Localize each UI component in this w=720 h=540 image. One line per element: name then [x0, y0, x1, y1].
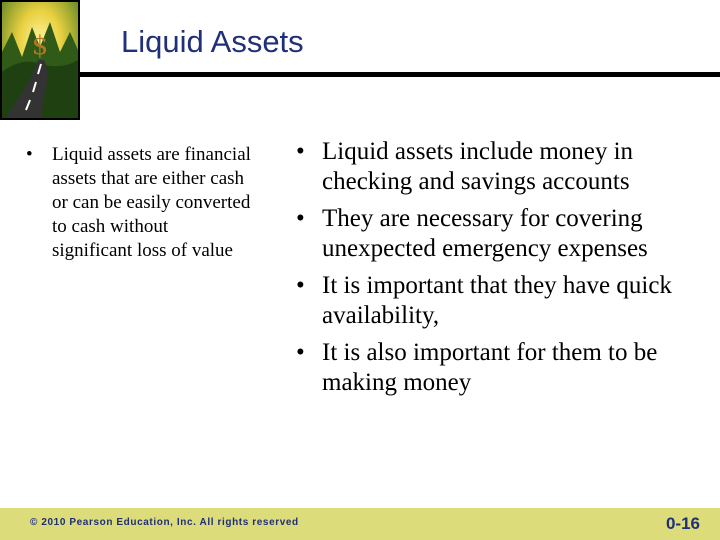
bullet-icon: • — [296, 272, 305, 299]
road-sunset-icon — [0, 0, 80, 120]
point-text: It is also important for them to be making money — [322, 339, 658, 396]
list-item — [26, 143, 252, 263]
list-item — [296, 204, 708, 264]
definition-list — [26, 143, 252, 263]
bullet-icon: • — [26, 144, 33, 165]
footer-bar — [0, 508, 720, 540]
point-text: It is important that they have quick availability, — [322, 272, 672, 329]
copyright-text: © 2010 Pearson Education, Inc. All rights reserved — [30, 517, 299, 528]
bullet-icon: • — [296, 339, 305, 366]
point-text: Liquid assets include money in checking and savings accounts — [322, 138, 634, 195]
list-item — [296, 271, 708, 331]
slide-title: Liquid Assets — [121, 24, 304, 59]
key-points-list — [296, 137, 708, 405]
dollar-sign: $ — [31, 31, 49, 61]
slide-number: 0-16 — [665, 514, 700, 533]
list-item — [296, 137, 708, 197]
title-divider — [80, 72, 720, 77]
bullet-icon: • — [296, 205, 305, 232]
list-item — [296, 338, 708, 398]
point-text: They are necessary for covering unexpected emergency expenses — [322, 205, 648, 262]
bullet-icon: • — [296, 138, 305, 165]
term: Liquid assets — [52, 144, 152, 165]
definition-text: are financial assets that are either cash or can be easily converted to cash without significant loss of value — [52, 144, 251, 261]
